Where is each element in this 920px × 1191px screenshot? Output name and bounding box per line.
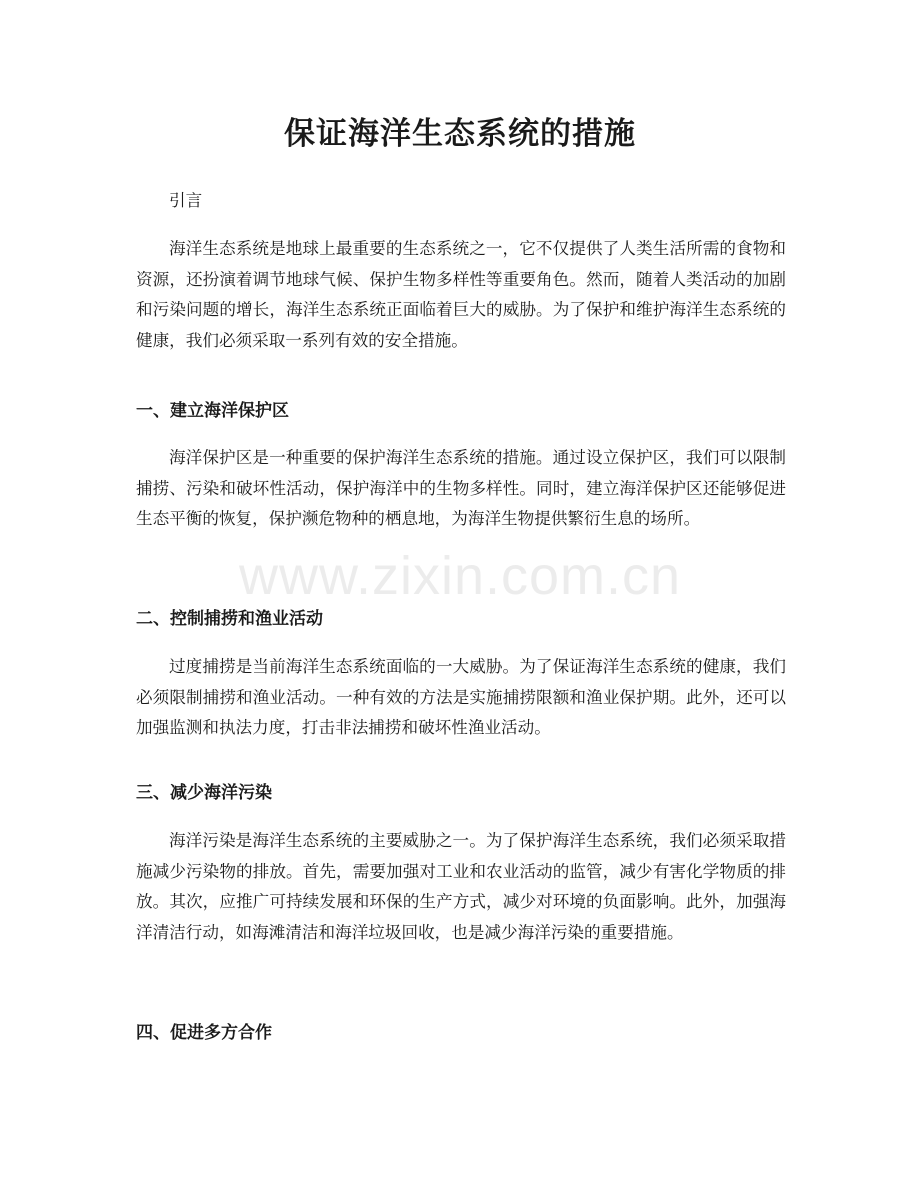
watermark: www.zixin.com.cn — [238, 546, 682, 606]
intro-paragraph: 海洋生态系统是地球上最重要的生态系统之一，它不仅提供了人类生活所需的食物和资源，还扮演着调节地球气候、保护生物多样性等重要角色。然而，随着人类活动的加剧和污染问题的增长，海洋生态系统正面临着巨大的威胁。为了保护和维护海洋生态系统的健康，我们必须采取一系列有效的安全措施。 — [136, 239, 786, 350]
section-heading-3: 三、减少海洋污染 — [136, 783, 272, 803]
section-paragraph-3: 海洋污染是海洋生态系统的主要威胁之一。为了保护海洋生态系统，我们必须采取措施减少污染物的排放。首先，需要加强对工业和农业活动的监管，减少有害化学物质的排放。其次，应推广可持续发展和环保的生产方式，减少对环境的负面影响。此外，加强海洋清洁行动，如海滩清洁和海洋垃圾回收，也是减少海洋污染的重要措施。 — [136, 831, 786, 942]
section-heading-4: 四、促进多方合作 — [136, 1023, 272, 1043]
intro-label: 引言 — [169, 191, 203, 210]
page-title: 保证海洋生态系统的措施 — [284, 116, 636, 152]
section-paragraph-1: 海洋保护区是一种重要的保护海洋生态系统的措施。通过设立保护区，我们可以限制捕捞、污染和破坏性活动，保护海洋中的生物多样性。同时，建立海洋保护区还能够促进生态平衡的恢复，保护濒危物种的栖息地，为海洋生物提供繁衍生息的场所。 — [136, 448, 786, 528]
section-paragraph-2: 过度捕捞是当前海洋生态系统面临的一大威胁。为了保证海洋生态系统的健康，我们必须限制捕捞和渔业活动。一种有效的方法是实施捕捞限额和渔业保护期。此外，还可以加强监测和执法力度，打击非法捕捞和破坏性渔业活动。 — [136, 657, 786, 737]
section-heading-1: 一、建立海洋保护区 — [136, 401, 289, 421]
section-heading-2: 二、控制捕捞和渔业活动 — [136, 609, 323, 629]
